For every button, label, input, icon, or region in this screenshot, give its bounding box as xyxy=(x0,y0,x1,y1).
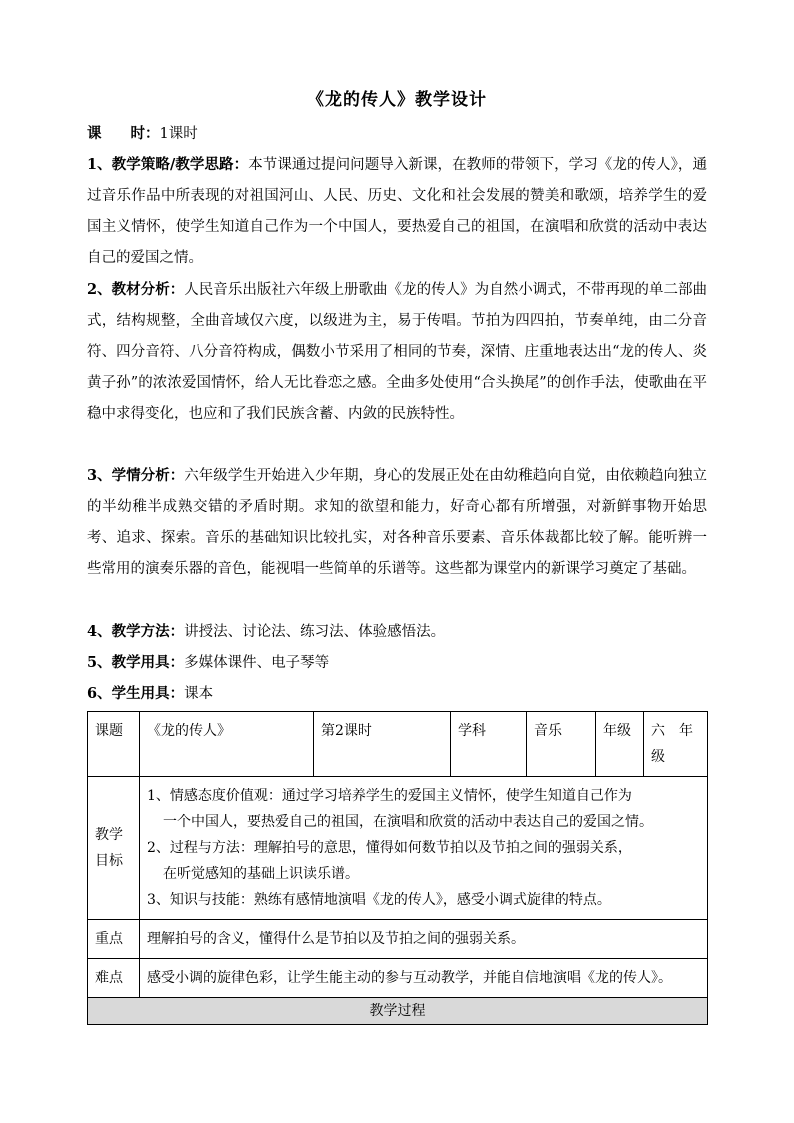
section-text: 讲授法、讨论法、练习法、体验感悟法。 xyxy=(184,624,446,640)
process-header: 教学过程 xyxy=(88,998,708,1025)
section-text: 六年级学生开始进入少年期，身心的发展正处在由幼稚趋向自觉，由依赖趋向独立的半幼稚半成熟交错的矛盾时期。求知的欲望和能力，好奇心都有所增强，对新鲜事物开始思考、追求、探索。音乐的基础知识比较扎实，对各种音乐要素、音乐体裁都比较了解。能听辨一些常用的演奏乐器的音色，能视唱一些简单的乐谱等。这些都为课堂内的新课学习奠定了基础。 xyxy=(87,468,708,577)
table-row-process xyxy=(88,998,708,1025)
goals-cell xyxy=(140,777,708,920)
difficulty-text: 感受小调的旋律色彩，让学生能主动的参与互动教学，并能自信地演唱《龙的传人》。 xyxy=(140,959,708,998)
topic-value: 《龙的传人》 xyxy=(140,712,314,777)
period-value: 1课时 xyxy=(159,126,198,142)
goal-line: 一个中国人，要热爱自己的祖国，在演唱和欣赏的活动中表达自己的爱国之情。 xyxy=(163,814,653,830)
subject-label: 学科 xyxy=(451,712,527,777)
subject-value: 音乐 xyxy=(527,712,596,777)
difficulty-label: 难点 xyxy=(88,959,140,998)
section-text: 多媒体课件、电子琴等 xyxy=(184,655,330,671)
section-label: 3、学情分析： xyxy=(87,467,185,484)
topic-label: 课题 xyxy=(88,712,140,777)
section-text: 本节课通过提问问题导入新课，在教师的带领下，学习《龙的传人》，通过音乐作品中所表现的对祖国河山、人民、历史、文化和社会发展的赞美和歌颂，培养学生的爱国主义情怀，使学生知道自己作为一个中国人，要热爱自己的祖国，在演唱和欣赏的活动中表达自己的爱国之情。 xyxy=(87,157,707,266)
period-label: 课 时： xyxy=(87,125,160,142)
section-teaching-tools xyxy=(87,647,707,679)
lesson-table xyxy=(87,711,708,1025)
section-material-analysis xyxy=(87,274,707,430)
goals-label: 教学目标 xyxy=(88,777,140,920)
section-student-tools xyxy=(87,678,707,710)
grade-label: 年级 xyxy=(596,712,644,777)
goal-line: 2、过程与方法：理解拍号的意思，懂得如何数节拍以及节拍之间的强弱关系， xyxy=(147,840,632,856)
section-label: 4、教学方法： xyxy=(87,623,185,640)
goal-line: 1、情感态度价值观：通过学习培养学生的爱国主义情怀，使学生知道自己作为 xyxy=(147,788,632,804)
table-row-difficulty xyxy=(88,959,708,998)
goal-line: 3、知识与技能：熟练有感情地演唱《龙的传人》，感受小调式旋律的特点。 xyxy=(147,892,611,908)
section-label: 5、教学用具： xyxy=(87,654,185,671)
section-label: 2、教材分析： xyxy=(87,281,185,298)
section-student-analysis xyxy=(87,460,707,585)
section-label: 6、学生用具： xyxy=(87,685,185,702)
key-text: 理解拍号的含义，懂得什么是节拍以及节拍之间的强弱关系。 xyxy=(140,920,708,959)
document-title: 《龙的传人》教学设计 xyxy=(307,90,487,110)
section-label: 1、教学策略/教学思路： xyxy=(87,156,249,173)
table-row-header xyxy=(88,712,708,777)
section-strategy xyxy=(87,149,707,274)
key-label: 重点 xyxy=(88,920,140,959)
period-line xyxy=(87,118,707,150)
section-methods xyxy=(87,616,707,648)
goal-line: 在听觉感知的基础上识读乐谱。 xyxy=(163,866,359,882)
lesson-number: 第2课时 xyxy=(314,712,451,777)
table-row-goals xyxy=(88,777,708,920)
table-row-key xyxy=(88,920,708,959)
grade-value: 六 年级 xyxy=(644,712,708,777)
section-text: 人民音乐出版社六年级上册歌曲《龙的传人》为自然小调式，不带再现的单二部曲式，结构规整，全曲音域仅六度，以级进为主，易于传唱。节拍为四四拍，节奏单纯，由二分音符、四分音符、八分音符构成，偶数小节采用了相同的节奏，深情、庄重地表达出“龙的传人、炎黄子孙”的浓浓爱国情怀，给人无比眷恋之感。全曲多处使用“合头换尾”的创作手法，使歌曲在平稳中求得变化，也应和了我们民族含蓄、内敛的民族特性。 xyxy=(87,282,708,422)
section-text: 课本 xyxy=(184,686,214,702)
